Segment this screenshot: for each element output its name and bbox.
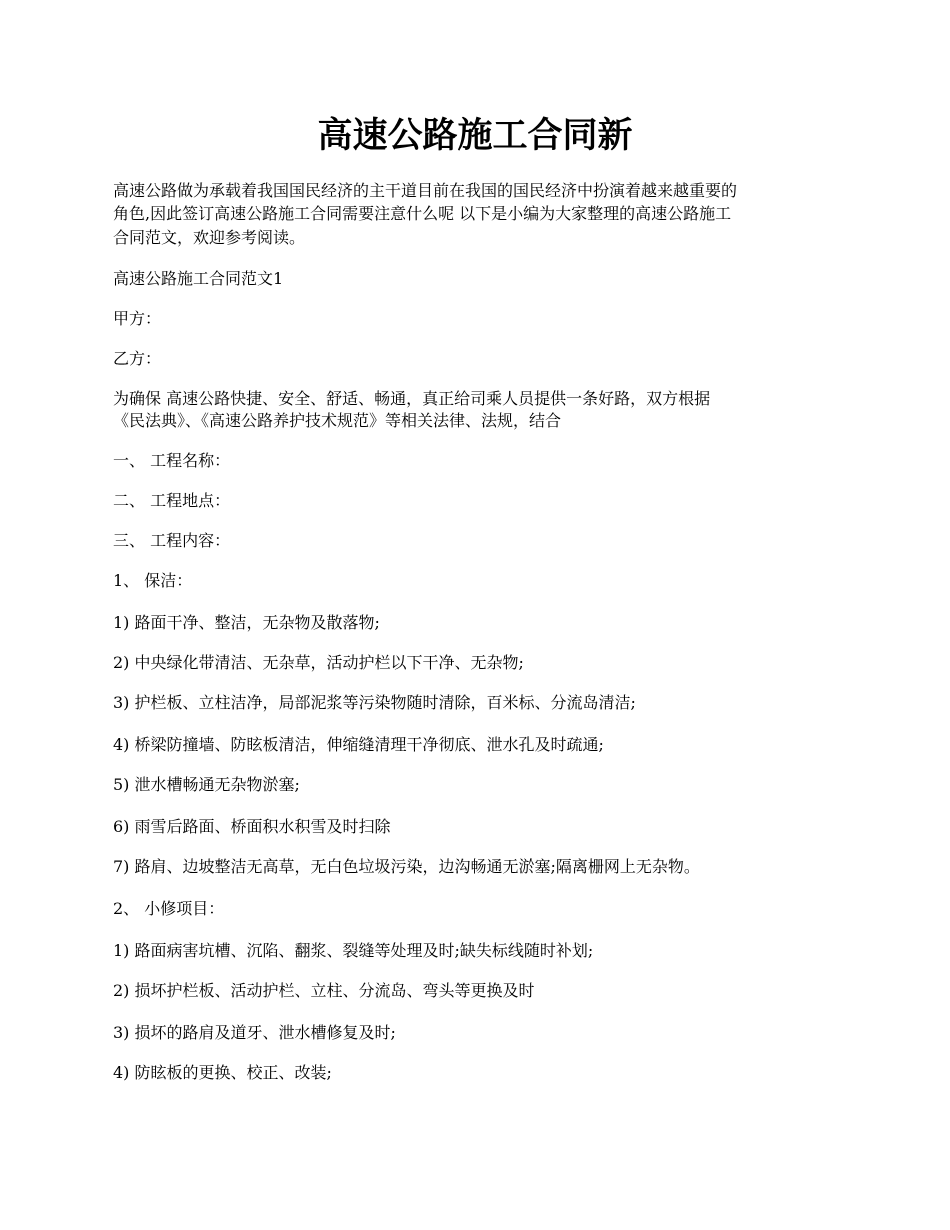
repair-item: 3) 损坏的路肩及道牙、泄水槽修复及时; bbox=[113, 1023, 396, 1042]
repair-item: 4) 防眩板的更换、校正、改装; bbox=[113, 1063, 332, 1082]
cleaning-item: 2) 中央绿化带清洁、无杂草，活动护栏以下干净、无杂物; bbox=[113, 653, 524, 672]
cleaning-item: 3) 护栏板、立柱洁净，局部泥浆等污染物随时清除，百米标、分流岛清洁; bbox=[113, 693, 636, 712]
project-content: 三、 工程内容： bbox=[113, 531, 231, 550]
purpose-line: 《民法典》、《高速公路养护技术规范》等相关法律、法规，结合 bbox=[113, 411, 562, 430]
intro-line: 角色,因此签订高速公路施工合同需要注意什么呢 以下是小编为大家整理的高速公路施工 bbox=[113, 204, 732, 223]
party-b: 乙方： bbox=[113, 349, 162, 368]
cleaning-item: 7) 路肩、边坡整洁无高草，无白色垃圾污染，边沟畅通无淤塞;隔离栅网上无杂物。 bbox=[113, 857, 700, 876]
section-title: 高速公路施工合同范文1 bbox=[113, 269, 284, 288]
party-a: 甲方： bbox=[113, 309, 162, 328]
repair-heading: 2、 小修项目： bbox=[113, 899, 225, 918]
repair-item: 2) 损坏护栏板、活动护栏、立柱、分流岛、弯头等更换及时 bbox=[113, 981, 535, 1000]
purpose-line: 为确保 高速公路快捷、安全、舒适、畅通，真正给司乘人员提供一条好路，双方根据 bbox=[113, 389, 711, 408]
cleaning-heading: 1、 保洁： bbox=[113, 571, 193, 590]
intro-line: 合同范文，欢迎参考阅读。 bbox=[113, 228, 306, 247]
document-title: 高速公路施工合同新 bbox=[317, 115, 633, 156]
cleaning-item: 4) 桥梁防撞墙、防眩板清洁，伸缩缝清理干净彻底、泄水孔及时疏通; bbox=[113, 735, 604, 754]
intro-line: 高速公路做为承载着我国国民经济的主干道目前在我国的国民经济中扮演着越来越重要的 bbox=[113, 181, 738, 200]
cleaning-item: 1) 路面干净、整洁，无杂物及散落物; bbox=[113, 613, 380, 632]
cleaning-item: 5) 泄水槽畅通无杂物淤塞; bbox=[113, 775, 300, 794]
project-name: 一、 工程名称： bbox=[113, 451, 231, 470]
cleaning-item: 6) 雨雪后路面、桥面积水积雪及时扫除 bbox=[113, 817, 391, 836]
project-location: 二、 工程地点： bbox=[113, 491, 231, 510]
repair-item: 1) 路面病害坑槽、沉陷、翻浆、裂缝等处理及时;缺失标线随时补划; bbox=[113, 941, 594, 960]
